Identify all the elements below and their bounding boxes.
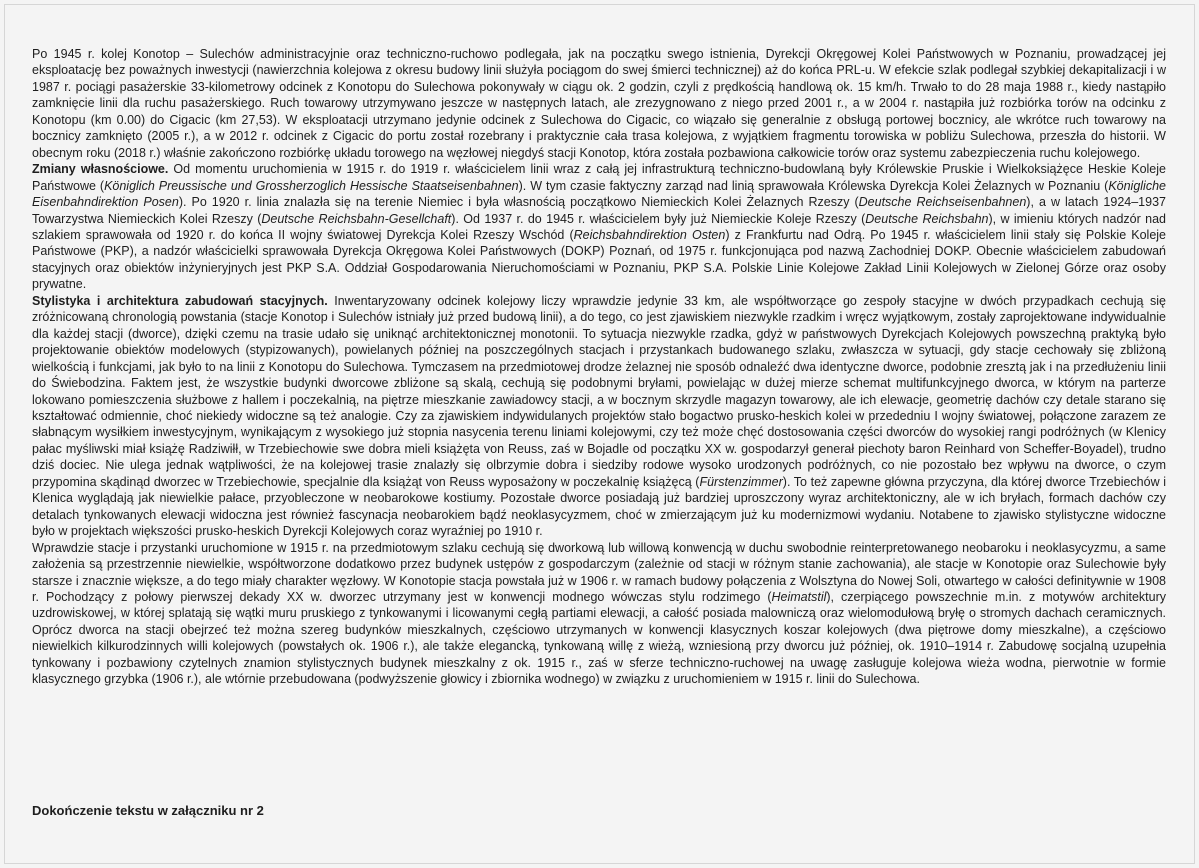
italic-term: Königliche Eisenbahndirektion Posen (32, 178, 1166, 210)
text-run: Od momentu uruchomienia w 1915 r. do 1919 r. właścicielem linii wraz z całą jej infrastrukturą techniczno-budowlaną były Królewskie Pruskie i Wielkoksiążęce Heskie Koleje Państwowe ( (32, 162, 1166, 193)
italic-term: Heimatstil (771, 589, 827, 604)
text-run: ), a w latach 1924–1937 Towarzystwa Niemieckich Kolei Rzeszy ( (32, 195, 1166, 226)
paragraph-station-architecture (32, 293, 1166, 540)
paragraph-stations-description (32, 540, 1166, 688)
continuation-note: Dokończenie tekstu w załączniku nr 2 (32, 803, 264, 818)
italic-term: Deutsche Reichseisenbahnen (858, 195, 1027, 210)
text-run: ) z Frankfurtu nad Odrą. Po 1945 r. właścicielem linii stały się Polskie Koleje Państwowe (PKP), a nadzór właścicielki sprawowała Dyrekcja Okręgowa Kolei Państwowych (DOKP) Poznań, od 1975 r. funkcjonująca pod nazwą Zachodniej DOKP. Obecnie właścicielem zabudowań stacyjnych oraz obiektów inżynieryjnych jest PKP S.A. Oddział Gospodarowania Nieruchomościami w Poznaniu, PKP S.A. Polskie Linie Kolejowe Zakład Linii Kolejowych w Zielonej Górze oraz osoby prywatne. (32, 227, 1167, 292)
paragraph-ownership-changes (32, 161, 1166, 293)
text-run: ). W tym czasie faktyczny zarząd nad linią sprawowała Królewska Dyrekcja Kolei Żelaznych w Poznaniu ( (518, 178, 1109, 193)
italic-term: Reichsbahndirektion Osten (573, 227, 726, 242)
document-body (32, 46, 1166, 688)
text-run: ). To też zapewne główna przyczyna, dla której dworce Trzebiechów i Klenica wyglądają jak niewielkie pałace, przyobleczone w neobarokowe kostiumy. Pozostałe dworce posiadają już bardziej uproszczony wyraz architektoniczny, ale w ich bryłach, formach dachów czy detalach tynkowanych elewacji widoczna jest również fascynacja neobarokiem bądź neoklasycyzmem, choć w zmierzającym już ku modernizmowi wydaniu. Notabene to zjawisko stylistyczne widoczne było w projektach większości prusko-heskich Dyrekcji Kolejowych coraz wyraźniej po 1910 r. (32, 474, 1166, 539)
paragraph-heading: Zmiany własnościowe. (32, 162, 169, 177)
text-run: ), w imieniu których nadzór nad szlakiem sprawowała od 1920 r. do końca II wojny światowej Dyrekcja Kolei Rzeszy Wschód ( (32, 211, 1166, 242)
text-run: Po 1945 r. kolej Konotop – Sulechów administracyjnie oraz techniczno-ruchowo podlegała, jak na początku swego istnienia, Dyrekcji Okręgowej Kolei Państwowych w Poznaniu, prowadzącej jej eksploatację bez poważnych inwestycji (nawierzchnia kolejowa z okresu budowy linii służyła pociągom do swej śmierci technicznej) aż do końca PRL-u. W efekcie szlak podlegał szybkiej dekapitalizacji i w 1987 r. pociągi pasażerskie 33-kilometrowy odcinek z Konotopu do Sulechowa pokonywały w ciągu ok. 2 godzin, czyli z prędkością handlową ok. 15 km/h. Trwało to do 28 maja 1988 r., kiedy nastąpiło zamknięcie linii dla ruchu pasażerskiego. Ruch towarowy utrzymywano jeszcze w następnych latach, ale zrezygnowano z niego przed 2001 r., a w 2004 r. nastąpiła już rozbiórka torów na odcinku z Konotopu (km 0.00) do Cigacic (km 27,53). W eksploatacji utrzymano jedynie odcinek z Sulechowa do Cigacic, co wiązało się generalnie z obsługą portowej bocznicy, ale wkrótce ruch towarowy na bocznicy zamknięto (2005 r.), a w 2012 r. odcinek z Cigacic do portu został rozebrany i praktycznie cała trasa kolejowa, z wyjątkiem fragmentu torowiska w pobliżu Sulechowa, przeszła do historii. W obecnym roku (2018 r.) właśnie zakończono rozbiórkę układu torowego na węzłowej niegdyś stacji Konotop, która została pozbawiona całkowicie torów oraz systemu zabezpieczenia ruchu kolejowego. (32, 47, 1166, 160)
text-run: Inwentaryzowany odcinek kolejowy liczy wprawdzie jedynie 33 km, ale współtworzące go zespoły stacyjne w dwóch przypadkach cechują się zróżnicowaną chronologią powstania (stacje Konotop i Sulechów istniały już przed budową linii), a do tego, co jest zjawiskiem niezwykle rzadkim i wręcz wyjątkowym, zostały zaprojektowane indywidualnie dla każdej stacji (dworce), dzięki czemu na trasie udało się uniknąć architektonicznej monotonii. To sytuacja niezwykle rzadka, gdyż w państwowych Dyrekcjach Kolejowych powszechną praktyką było projektowanie obiektów modelowych (stypizowanych), powielanych później na poszczególnych stacjach i przystankach budowanego szlaku, zwłaszcza w sytuacji, gdy stacje cechowały się zbliżoną wielkością i funkcjami, jak było to na linii z Konotopu do Sulechowa. Tymczasem na przedmiotowej drodze żelaznej nie sposób odnaleźć dwa identyczne dworce, podobnie zresztą jak i na przedłużeniu linii do Świebodzina. Faktem jest, że wszystkie budynki dworcowe zbliżone są skalą, cechują się podobnymi bryłami, powielając w dużej mierze schemat multifunkcyjnego dworca, w którym na parterze lokowano pomieszczenia służbowe z hallem i poczekalnią, na piętrze mieszkanie zawiadowcy stacji, a w bocznym skrzydle magazyn towarowy, ale ich elewacje, geometrię dachów czy detale starano się kształtować odmiennie, choć niekiedy widoczne są też analogie. Czy za zjawiskiem indywidulanych projektów stało bogactwo prusko-heskich kolei w przededniu I wojny światowej, połączone zarazem ze słabnącym wysiłkiem inwestycyjnym, wynikającym z wysokiego już stopnia nasycenia terenu liniami kolejowymi, czy też może chęć dostosowania części dworców do wysokiej rangi podróżnych (w Klenicy pałac myśliwski miał książę Radziwiłł, w Trzebiechowie swe dobra mieli książęta von Reuss, zaś w Bojadle od początku XX w. gospodarzył generał piechoty baron Reinhard von Scheffer-Boyadel), trudno dziś dociec. Nie ulega jednak wątpliwości, że na kolejowej trasie znalazły się olbrzymie dobra i siedziby rodowe wysoko urodzonych podróżnych, co nie pozostało bez wpływu na dworce, o czym przypomina skądinąd dworzec w Trzebiechowie, specjalnie dla książąt von Reuss wyposażony w poczekalnię książęcą ( (32, 293, 1166, 489)
italic-term: Königlich Preussische und Grossherzoglich Hessische Staatseisenbahnen (104, 178, 519, 193)
text-run: ). Po 1920 r. linia znalazła się na terenie Niemiec i była własnością początkowo Niemieckich Kolei Żelaznych Rzeszy ( (178, 195, 859, 210)
italic-term: Deutsche Reichsbahn (865, 211, 989, 226)
italic-term: Fürstenzimmer (699, 474, 783, 489)
paragraph-history (32, 46, 1166, 161)
italic-term: Deutsche Reichsbahn-Gesellchaft (261, 211, 452, 226)
text-run: ), czerpiącego powszechnie m.in. z motywów architektury uzdrowiskowej, w której splatają się wątki muru pruskiego z tynkowanymi i licowanymi cegłą partiami elewacji, a całość posiada malowniczą oraz wielomodułową bryłę o stromych dachach ceramicznych. Oprócz dworca na stacji obejrzeć też można szereg budynków mieszkalnych, częściowo utrzymanych w konwencji klasycznych koszar kolejowych (dwa piętrowe domy mieszkalne), a częściowo niewielkich kilkurodzinnych willi kolejowych (powstałych ok. 1906 r.), ale także elegancką, tynkowaną willę z wieżą, wzniesioną przy dworcu już później, ok. 1910–1914 r. Zabudowę socjalną uzupełnia tynkowany i pozbawiony czytelnych znamion stylistycznych budynek mieszkalny z ok. 1915 r., zaś w sferze techniczno-ruchowej na uwagę zasługuje kolejowa wieża wodna, pierwotnie w formie klasycznego grzybka (1906 r.), ale wtórnie przebudowana (podwyższenie głowicy i zbiornika wodnego) w związku z uruchomieniem w 1915 r. linii do Sulechowa. (32, 589, 1166, 687)
paragraph-heading: Stylistyka i architektura zabudowań stacyjnych. (32, 293, 328, 308)
text-run: Wprawdzie stacje i przystanki uruchomione w 1915 r. na przedmiotowym szlaku cechują się dworkową lub willową konwencją w duchu swobodnie reinterpretowanego neobaroku i neoklasycyzmu, a same założenia są przestrzennie niewielkie, współtworzone dodatkowo przez budynek ustępów z gospodarczym (zależnie od stacji w różnym stanie zachowania), ale stacje w Konotopie oraz Sulechowie były starsze i znacznie większe, a do tego miały charakter węzłowy. W Konotopie stacja powstała już w 1906 r. w ramach budowy połączenia z Wolsztyna do Nowej Soli, otwartego w całości definitywnie w 1908 r. Pochodzący z połowy pierwszej dekady XX w. dworzec utrzymany jest w konwencji modnego wówczas stylu rodzimego ( (32, 540, 1166, 604)
text-run: ). Od 1937 r. do 1945 r. właścicielem były już Niemieckie Koleje Rzeszy ( (451, 211, 866, 226)
